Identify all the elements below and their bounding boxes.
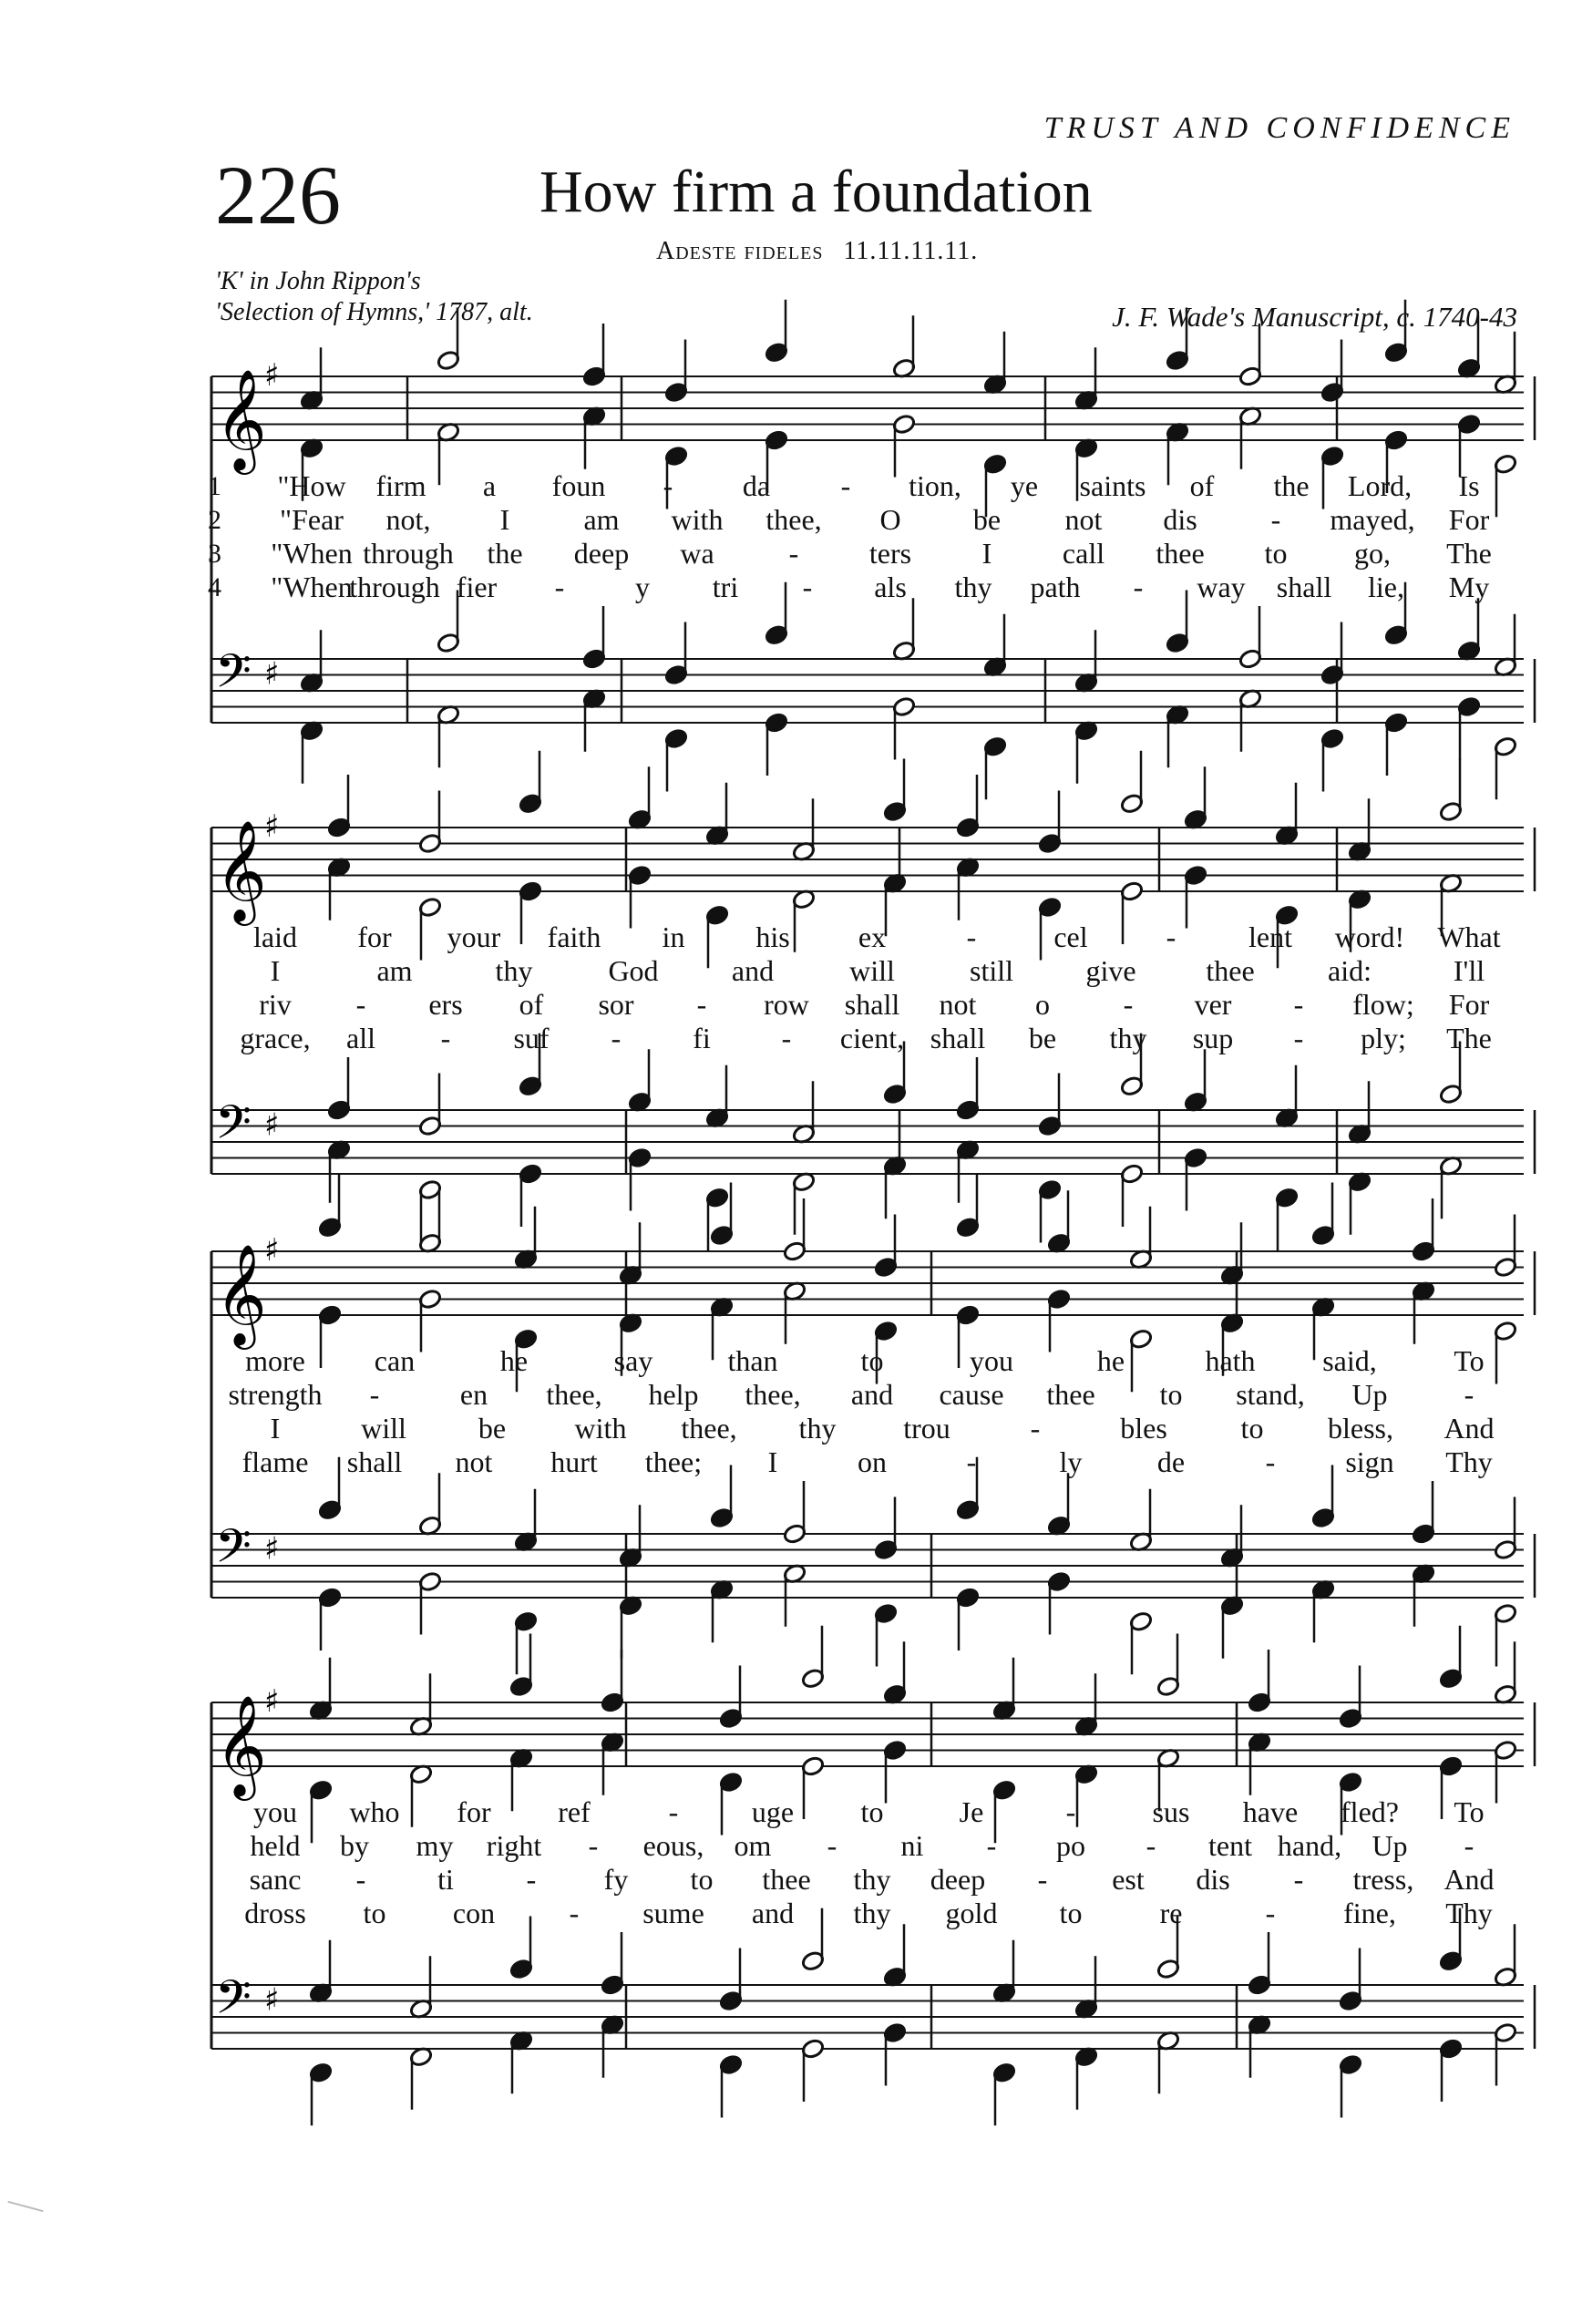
lyric-syllable: My: [1448, 571, 1490, 603]
lyric-syllable: dis: [1196, 1863, 1230, 1896]
lyric-syllable: y: [635, 571, 650, 603]
lyric-syllable: I: [767, 1445, 778, 1478]
lyric-syllable: to: [1240, 1412, 1264, 1445]
lyric-syllable: lent: [1248, 920, 1292, 953]
lyric-syllable: Je: [959, 1795, 984, 1828]
lyric-syllable: lie,: [1368, 571, 1404, 603]
lyric-syllable: he: [499, 1344, 529, 1377]
syllable-hyphen: -: [588, 1829, 599, 1862]
lyric-syllable: be: [1028, 1022, 1057, 1054]
lyric-syllable: als: [874, 571, 907, 603]
lyric-syllable: to: [1059, 1897, 1083, 1929]
lyric-syllable: grace,: [240, 1022, 311, 1054]
lyric-syllable: en: [459, 1378, 488, 1411]
lyricist-line-1: 'K' in John Rippon's: [215, 267, 421, 295]
composer-credit: J. F. Wade's Manuscript, c. 1740-43: [1112, 301, 1517, 333]
lyric-syllable: thee: [1156, 537, 1205, 570]
lyric-syllable: the: [487, 537, 523, 570]
verse-number: 4: [208, 572, 221, 602]
lyrics-block: [193, 920, 1524, 1055]
bass-staff-3: [211, 1457, 1535, 1675]
lyric-syllable: will: [849, 954, 895, 987]
syllable-hyphen: -: [788, 537, 799, 570]
syllable-hyphen: -: [966, 1445, 977, 1478]
lyric-syllable: deep: [930, 1863, 986, 1896]
lyric-syllable: foun: [551, 469, 606, 502]
lyric-syllable: hand,: [1277, 1829, 1342, 1862]
lyric-syllable: I: [981, 537, 992, 570]
verse-line-1: [193, 1795, 1524, 1829]
lyric-syllable: laid: [253, 920, 297, 953]
lyric-syllable: riv: [259, 988, 292, 1021]
lyric-syllable: on: [858, 1445, 887, 1478]
lyric-syllable: am: [376, 954, 413, 987]
syllable-hyphen: -: [440, 1022, 451, 1054]
lyric-syllable: sup: [1192, 1022, 1234, 1054]
lyric-syllable: to: [860, 1795, 884, 1828]
bass-staff-4: [211, 1908, 1535, 2126]
stray-mark: [7, 2201, 43, 2212]
lyric-syllable: tent: [1208, 1829, 1252, 1862]
lyric-syllable: to: [363, 1897, 386, 1929]
syllable-hyphen: -: [1464, 1378, 1474, 1411]
lyric-syllable: than: [727, 1344, 778, 1377]
lyric-syllable: tion,: [909, 469, 961, 502]
lyric-syllable: I: [499, 503, 510, 536]
syllable-hyphen: -: [840, 469, 851, 502]
lyric-syllable: thee;: [644, 1445, 703, 1478]
key-signature-sharp: ♯: [264, 1981, 280, 2019]
lyric-syllable: thee: [1206, 954, 1255, 987]
syllable-hyphen: -: [355, 1863, 366, 1896]
verse-line-3: [193, 537, 1524, 571]
lyric-syllable: for: [357, 920, 392, 953]
lyric-syllable: thee: [762, 1863, 811, 1896]
syllable-hyphen: -: [802, 571, 813, 603]
lyric-syllable: "When: [271, 571, 353, 603]
lyric-syllable: Up: [1372, 1829, 1408, 1862]
bass-staff-1: [211, 582, 1535, 800]
lyric-syllable: And: [1444, 1863, 1495, 1896]
lyric-syllable: help: [648, 1378, 699, 1411]
lyric-syllable: to: [860, 1344, 884, 1377]
verse-line-3: [193, 1863, 1524, 1897]
lyric-syllable: shall: [1276, 571, 1332, 603]
lyric-syllable: trou: [903, 1412, 950, 1445]
syllable-hyphen: -: [1030, 1412, 1041, 1445]
lyric-syllable: who: [349, 1795, 400, 1828]
lyric-syllable: right: [486, 1829, 542, 1862]
syllable-hyphen: -: [1293, 1863, 1304, 1896]
key-signature-sharp: ♯: [264, 1683, 280, 1720]
lyric-syllable: I'll: [1453, 954, 1485, 987]
verse-number: 2: [208, 505, 221, 535]
verse-number: 3: [208, 539, 221, 569]
lyric-syllable: not,: [385, 503, 431, 536]
verse-line-2: [193, 954, 1524, 988]
syllable-hyphen: -: [569, 1897, 580, 1929]
lyric-syllable: am: [583, 503, 620, 536]
hymn-title: How firm a foundation: [539, 159, 1093, 225]
lyric-syllable: mayed,: [1330, 503, 1415, 536]
lyric-syllable: more: [245, 1344, 305, 1377]
lyric-syllable: will: [361, 1412, 406, 1445]
lyric-syllable: I: [270, 1412, 281, 1445]
lyric-syllable: aid:: [1328, 954, 1372, 987]
lyric-syllable: ver: [1194, 988, 1232, 1021]
syllable-hyphen: -: [1166, 920, 1176, 953]
lyric-syllable: thy: [954, 571, 992, 603]
verse-line-2: [193, 1829, 1524, 1863]
syllable-hyphen: -: [1464, 1829, 1474, 1862]
syllable-hyphen: -: [1293, 1022, 1304, 1054]
syllable-hyphen: -: [1270, 503, 1281, 536]
lyric-syllable: path: [1030, 571, 1081, 603]
lyricist-credit: [215, 266, 533, 328]
lyric-syllable: my: [416, 1829, 454, 1862]
lyric-syllable: sign: [1345, 1445, 1394, 1478]
lyric-syllable: hath: [1205, 1344, 1256, 1377]
lyrics-block: [193, 1344, 1524, 1479]
bass-clef: 𝄢: [215, 1518, 252, 1585]
meter: 11.11.11.11.: [843, 237, 979, 265]
lyric-syllable: de: [1156, 1445, 1186, 1478]
section-heading: TRUST AND CONFIDENCE: [1043, 111, 1515, 145]
bass-clef: 𝄢: [215, 1969, 252, 2036]
lyric-syllable: through: [349, 571, 440, 603]
lyric-syllable: gold: [945, 1897, 998, 1929]
syllable-hyphen: -: [1037, 1863, 1048, 1896]
lyric-syllable: row: [764, 988, 809, 1021]
lyric-syllable: ply;: [1361, 1022, 1406, 1054]
lyric-syllable: ers: [428, 988, 463, 1021]
verse-line-4: [193, 1022, 1524, 1055]
lyric-syllable: the: [1273, 469, 1310, 502]
lyric-syllable: For: [1448, 988, 1490, 1021]
lyric-syllable: sume: [642, 1897, 704, 1929]
bass-clef: 𝄢: [215, 643, 252, 710]
lyric-syllable: Thy: [1445, 1445, 1493, 1478]
lyric-syllable: not: [1064, 503, 1103, 536]
lyric-syllable: with: [671, 503, 724, 536]
lyric-syllable: of: [519, 988, 544, 1021]
lyric-syllable: in: [662, 920, 685, 953]
lyric-syllable: be: [972, 503, 1002, 536]
key-signature-sharp: ♯: [264, 808, 280, 845]
lyric-syllable: sor: [598, 988, 634, 1021]
lyric-syllable: con: [452, 1897, 496, 1929]
bass-staff-2: [211, 1033, 1535, 1251]
verse-line-4: [193, 571, 1524, 604]
lyric-syllable: ref: [558, 1795, 591, 1828]
treble-clef: 𝄞: [215, 1243, 267, 1345]
lyric-syllable: tri: [712, 571, 739, 603]
treble-clef: 𝄞: [215, 1694, 267, 1796]
lyric-syllable: Lord,: [1347, 469, 1413, 502]
lyric-syllable: sus: [1152, 1795, 1190, 1828]
lyric-syllable: to: [690, 1863, 714, 1896]
lyric-syllable: all: [346, 1022, 375, 1054]
verse-line-4: [193, 1897, 1524, 1930]
lyric-syllable: have: [1242, 1795, 1299, 1828]
lyric-syllable: dis: [1163, 503, 1197, 536]
lyric-syllable: Thy: [1445, 1897, 1493, 1929]
lyrics-block: [193, 469, 1524, 604]
lyric-syllable: to: [1159, 1378, 1183, 1411]
syllable-hyphen: -: [827, 1829, 837, 1862]
lyric-syllable: flow;: [1352, 988, 1414, 1021]
lyric-syllable: a: [482, 469, 497, 502]
syllable-hyphen: -: [781, 1022, 792, 1054]
lyric-syllable: wa: [680, 537, 714, 570]
tune-info: [656, 237, 978, 266]
lyric-syllable: I: [270, 954, 281, 987]
lyric-syllable: you: [970, 1344, 1013, 1377]
syllable-hyphen: -: [355, 988, 366, 1021]
lyric-syllable: still: [969, 954, 1014, 987]
hymn-number: 226: [215, 149, 341, 242]
verse-line-1: [193, 469, 1524, 503]
key-signature-sharp: ♯: [264, 1530, 280, 1568]
lyric-syllable: ti: [437, 1863, 454, 1896]
lyric-syllable: be: [478, 1412, 507, 1445]
lyric-syllable: "How: [277, 469, 346, 502]
lyric-syllable: thee,: [745, 1378, 801, 1411]
lyric-syllable: sanc: [249, 1863, 302, 1896]
lyric-syllable: fy: [603, 1863, 629, 1896]
lyric-syllable: re: [1159, 1897, 1183, 1929]
lyric-syllable: eous,: [642, 1829, 704, 1862]
syllable-hyphen: -: [369, 1378, 380, 1411]
lyric-syllable: est: [1112, 1863, 1145, 1896]
verse-line-3: [193, 1412, 1524, 1445]
syllable-hyphen: -: [1265, 1897, 1276, 1929]
lyric-syllable: thy: [853, 1897, 891, 1929]
syllable-hyphen: -: [1133, 571, 1144, 603]
lyric-syllable: for: [457, 1795, 491, 1828]
lyric-syllable: Up: [1351, 1378, 1388, 1411]
lyric-syllable: To: [1454, 1795, 1485, 1828]
lyric-syllable: thee: [1046, 1378, 1095, 1411]
lyric-syllable: to: [1264, 537, 1288, 570]
lyric-syllable: and: [850, 1378, 894, 1411]
lyric-syllable: he: [1096, 1344, 1125, 1377]
lyricist-line-2: 'Selection of Hymns,' 1787, alt.: [215, 298, 533, 326]
lyric-syllable: shall: [930, 1022, 986, 1054]
lyric-syllable: God: [608, 954, 659, 987]
lyric-syllable: faith: [547, 920, 601, 953]
treble-clef: 𝄞: [215, 368, 267, 470]
lyric-syllable: saints: [1079, 469, 1146, 502]
lyric-syllable: say: [613, 1344, 653, 1377]
syllable-hyphen: -: [966, 920, 977, 953]
verse-line-1: [193, 920, 1524, 954]
lyric-syllable: om: [734, 1829, 772, 1862]
lyric-syllable: held: [250, 1829, 301, 1862]
lyric-syllable: his: [755, 920, 790, 953]
syllable-hyphen: -: [663, 469, 673, 502]
tune-name: Adeste fideles: [656, 237, 824, 265]
lyric-syllable: way: [1197, 571, 1246, 603]
lyric-syllable: fier: [456, 571, 498, 603]
syllable-hyphen: -: [1065, 1795, 1076, 1828]
key-signature-sharp: ♯: [264, 1106, 280, 1144]
lyric-syllable: The: [1446, 537, 1492, 570]
lyric-syllable: bless,: [1328, 1412, 1393, 1445]
lyric-syllable: cel: [1053, 920, 1088, 953]
syllable-hyphen: -: [611, 1022, 622, 1054]
lyric-syllable: thy: [798, 1412, 837, 1445]
key-signature-sharp: ♯: [264, 655, 280, 693]
lyric-syllable: not: [455, 1445, 493, 1478]
lyric-syllable: po: [1056, 1829, 1085, 1862]
lyric-syllable: thy: [1109, 1022, 1147, 1054]
lyric-syllable: by: [340, 1829, 369, 1862]
key-signature-sharp: ♯: [264, 1232, 280, 1269]
lyric-syllable: ni: [900, 1829, 924, 1862]
lyric-syllable: "Fear: [280, 503, 344, 536]
lyric-syllable: hurt: [550, 1445, 598, 1478]
lyric-syllable: ex: [858, 920, 887, 953]
lyric-syllable: give: [1085, 954, 1136, 987]
lyric-syllable: thee,: [546, 1378, 602, 1411]
lyric-syllable: flame: [241, 1445, 309, 1478]
lyric-syllable: call: [1062, 537, 1105, 570]
bass-clef: 𝄢: [215, 1095, 252, 1161]
lyric-syllable: o: [1035, 988, 1050, 1021]
treble-clef: 𝄞: [215, 819, 267, 921]
verse-line-1: [193, 1344, 1524, 1378]
lyric-syllable: ly: [1059, 1445, 1083, 1478]
verse-line-2: [193, 503, 1524, 537]
lyric-syllable: shall: [346, 1445, 403, 1478]
lyric-syllable: bles: [1120, 1412, 1167, 1445]
syllable-hyphen: -: [1123, 988, 1134, 1021]
syllable-hyphen: -: [1265, 1445, 1276, 1478]
lyric-syllable: "When: [271, 537, 353, 570]
lyric-syllable: ye: [1010, 469, 1039, 502]
syllable-hyphen: -: [986, 1829, 997, 1862]
lyric-syllable: da: [742, 469, 771, 502]
lyric-syllable: through: [363, 537, 454, 570]
lyric-syllable: said,: [1322, 1344, 1377, 1377]
lyric-syllable: not: [939, 988, 977, 1021]
lyric-syllable: Is: [1458, 469, 1480, 502]
verse-line-2: [193, 1378, 1524, 1412]
lyric-syllable: stand,: [1236, 1378, 1305, 1411]
syllable-hyphen: -: [526, 1863, 537, 1896]
verse-number: 1: [208, 471, 221, 501]
verse-line-3: [193, 988, 1524, 1022]
lyric-syllable: And: [1444, 1412, 1495, 1445]
syllable-hyphen: -: [668, 1795, 679, 1828]
lyric-syllable: cient,: [839, 1022, 905, 1054]
lyric-syllable: you: [253, 1795, 297, 1828]
lyric-syllable: suf: [513, 1022, 550, 1054]
syllable-hyphen: -: [696, 988, 707, 1021]
lyric-syllable: fled?: [1341, 1795, 1399, 1828]
lyric-syllable: thee,: [765, 503, 822, 536]
syllable-hyphen: -: [1293, 988, 1304, 1021]
lyric-syllable: tress,: [1352, 1863, 1414, 1896]
syllable-hyphen: -: [554, 571, 565, 603]
lyric-syllable: The: [1446, 1022, 1492, 1054]
lyric-syllable: word!: [1334, 920, 1405, 953]
lyric-syllable: with: [574, 1412, 627, 1445]
lyric-syllable: firm: [375, 469, 426, 502]
lyric-syllable: thy: [495, 954, 533, 987]
lyric-syllable: and: [731, 954, 775, 987]
lyrics-block: [193, 1795, 1524, 1930]
lyric-syllable: shall: [844, 988, 900, 1021]
lyric-syllable: uge: [751, 1795, 795, 1828]
lyric-syllable: What: [1437, 920, 1501, 953]
lyric-syllable: and: [751, 1897, 795, 1929]
lyric-syllable: your: [447, 920, 501, 953]
lyric-syllable: thee,: [681, 1412, 737, 1445]
lyric-syllable: go,: [1354, 537, 1391, 570]
verse-line-4: [193, 1445, 1524, 1479]
lyric-syllable: cause: [939, 1378, 1004, 1411]
lyric-syllable: thy: [853, 1863, 891, 1896]
lyric-syllable: of: [1189, 469, 1215, 502]
lyric-syllable: To: [1454, 1344, 1485, 1377]
lyric-syllable: can: [374, 1344, 416, 1377]
lyric-syllable: dross: [244, 1897, 306, 1929]
key-signature-sharp: ♯: [264, 357, 280, 394]
lyric-syllable: strength: [228, 1378, 323, 1411]
lyric-syllable: deep: [573, 537, 630, 570]
lyric-syllable: ters: [868, 537, 912, 570]
lyric-syllable: O: [879, 503, 901, 536]
lyric-syllable: fine,: [1343, 1897, 1396, 1929]
lyric-syllable: For: [1448, 503, 1490, 536]
syllable-hyphen: -: [1146, 1829, 1156, 1862]
lyric-syllable: fi: [693, 1022, 711, 1054]
